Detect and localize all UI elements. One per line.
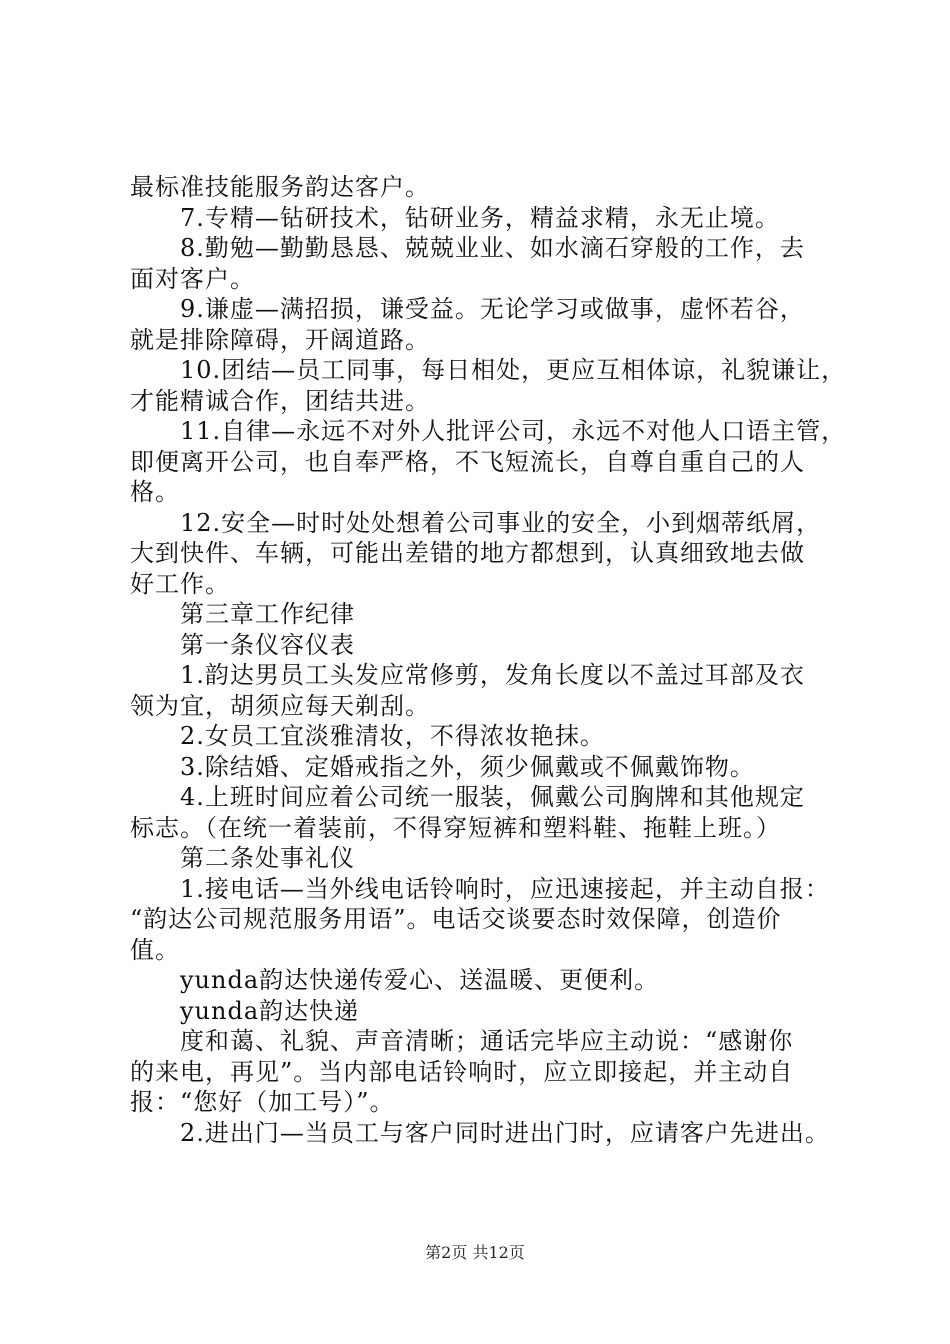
- text-line: 第二条处事礼仪: [180, 844, 355, 872]
- text-line: 就是排除障碍，开阔道路。: [130, 325, 430, 354]
- text-line: 11.自律—永远不对外人批评公司，永远不对他人口语主管，: [180, 417, 847, 445]
- text-line: 值。: [130, 935, 180, 964]
- text-line: 3.除结婚、定婚戒指之外，须少佩戴或不佩戴饰物。: [180, 752, 755, 781]
- text-line: 12.安全—时时处处想着公司事业的安全，小到烟蒂纸屑，: [180, 508, 822, 537]
- document-body: [130, 172, 847, 1148]
- text-line: 大到快件、车辆，可能出差错的地方都想到，认真细致地去做: [130, 539, 805, 567]
- text-line: 度和蔼、礼貌、声音清晰；通话完毕应主动说：“感谢你: [180, 1027, 794, 1055]
- text-line: 4.上班时间应着公司统一服装，佩戴公司胸牌和其他规定: [180, 783, 805, 811]
- text-line: 7.专精—钻研技术，钻研业务，精益求精，永无止境。: [180, 203, 780, 232]
- text-line: 领为宜，胡须应每天剃刮。: [130, 691, 430, 720]
- text-line: 格。: [130, 478, 180, 506]
- text-line: yunda韵达快递: [180, 996, 360, 1025]
- text-line: 即便离开公司，也自奉严格，不飞短流长，自尊自重自己的人: [130, 447, 805, 476]
- text-line: 2.进出门—当员工与客户同时进出门时，应请客户先进出。: [180, 1118, 830, 1147]
- text-line: 1.接电话—当外线电话铃响时，应迅速接起，并主动自报：: [180, 874, 830, 903]
- text-line: “韵达公司规范服务用语”。电话交谈要态时效保障，创造价: [130, 905, 782, 933]
- text-line: 1.韵达男员工头发应常修剪，发角长度以不盖过耳部及衣: [180, 661, 805, 689]
- text-line: 第三章工作纪律: [180, 600, 355, 628]
- text-line: 9.谦虚—满招损，谦受益。无论学习或做事，虚怀若谷，: [180, 295, 805, 323]
- text-line: 的来电，再见”。当内部电话铃响时，应立即接起，并主动自: [130, 1057, 794, 1086]
- text-line: 才能精诚合作，团结共进。: [130, 386, 430, 415]
- text-line: 8.勤勉—勤勤恳恳、兢兢业业、如水滴石穿般的工作，去: [180, 234, 805, 262]
- text-line: 2.女员工宜淡雅清妆，不得浓妆艳抹。: [180, 722, 605, 750]
- text-line: 好工作。: [130, 569, 230, 598]
- text-line: yunda韵达快递传爱心、送温暖、更便利。: [180, 966, 660, 994]
- text-line: 报：“您好（加工号）”。: [130, 1088, 395, 1116]
- page-footer: 第2页 共12页: [425, 1243, 525, 1262]
- text-line: 最标准技能服务韵达客户。: [130, 173, 430, 201]
- text-line: 面对客户。: [130, 264, 255, 293]
- text-line: 第一条仪容仪表: [180, 630, 355, 659]
- text-line: 10.团结—员工同事，每日相处，更应互相体谅，礼貌谦让，: [180, 356, 847, 384]
- text-line: 标志。（在统一着装前，不得穿短裤和塑料鞋、拖鞋上班。）: [130, 813, 781, 842]
